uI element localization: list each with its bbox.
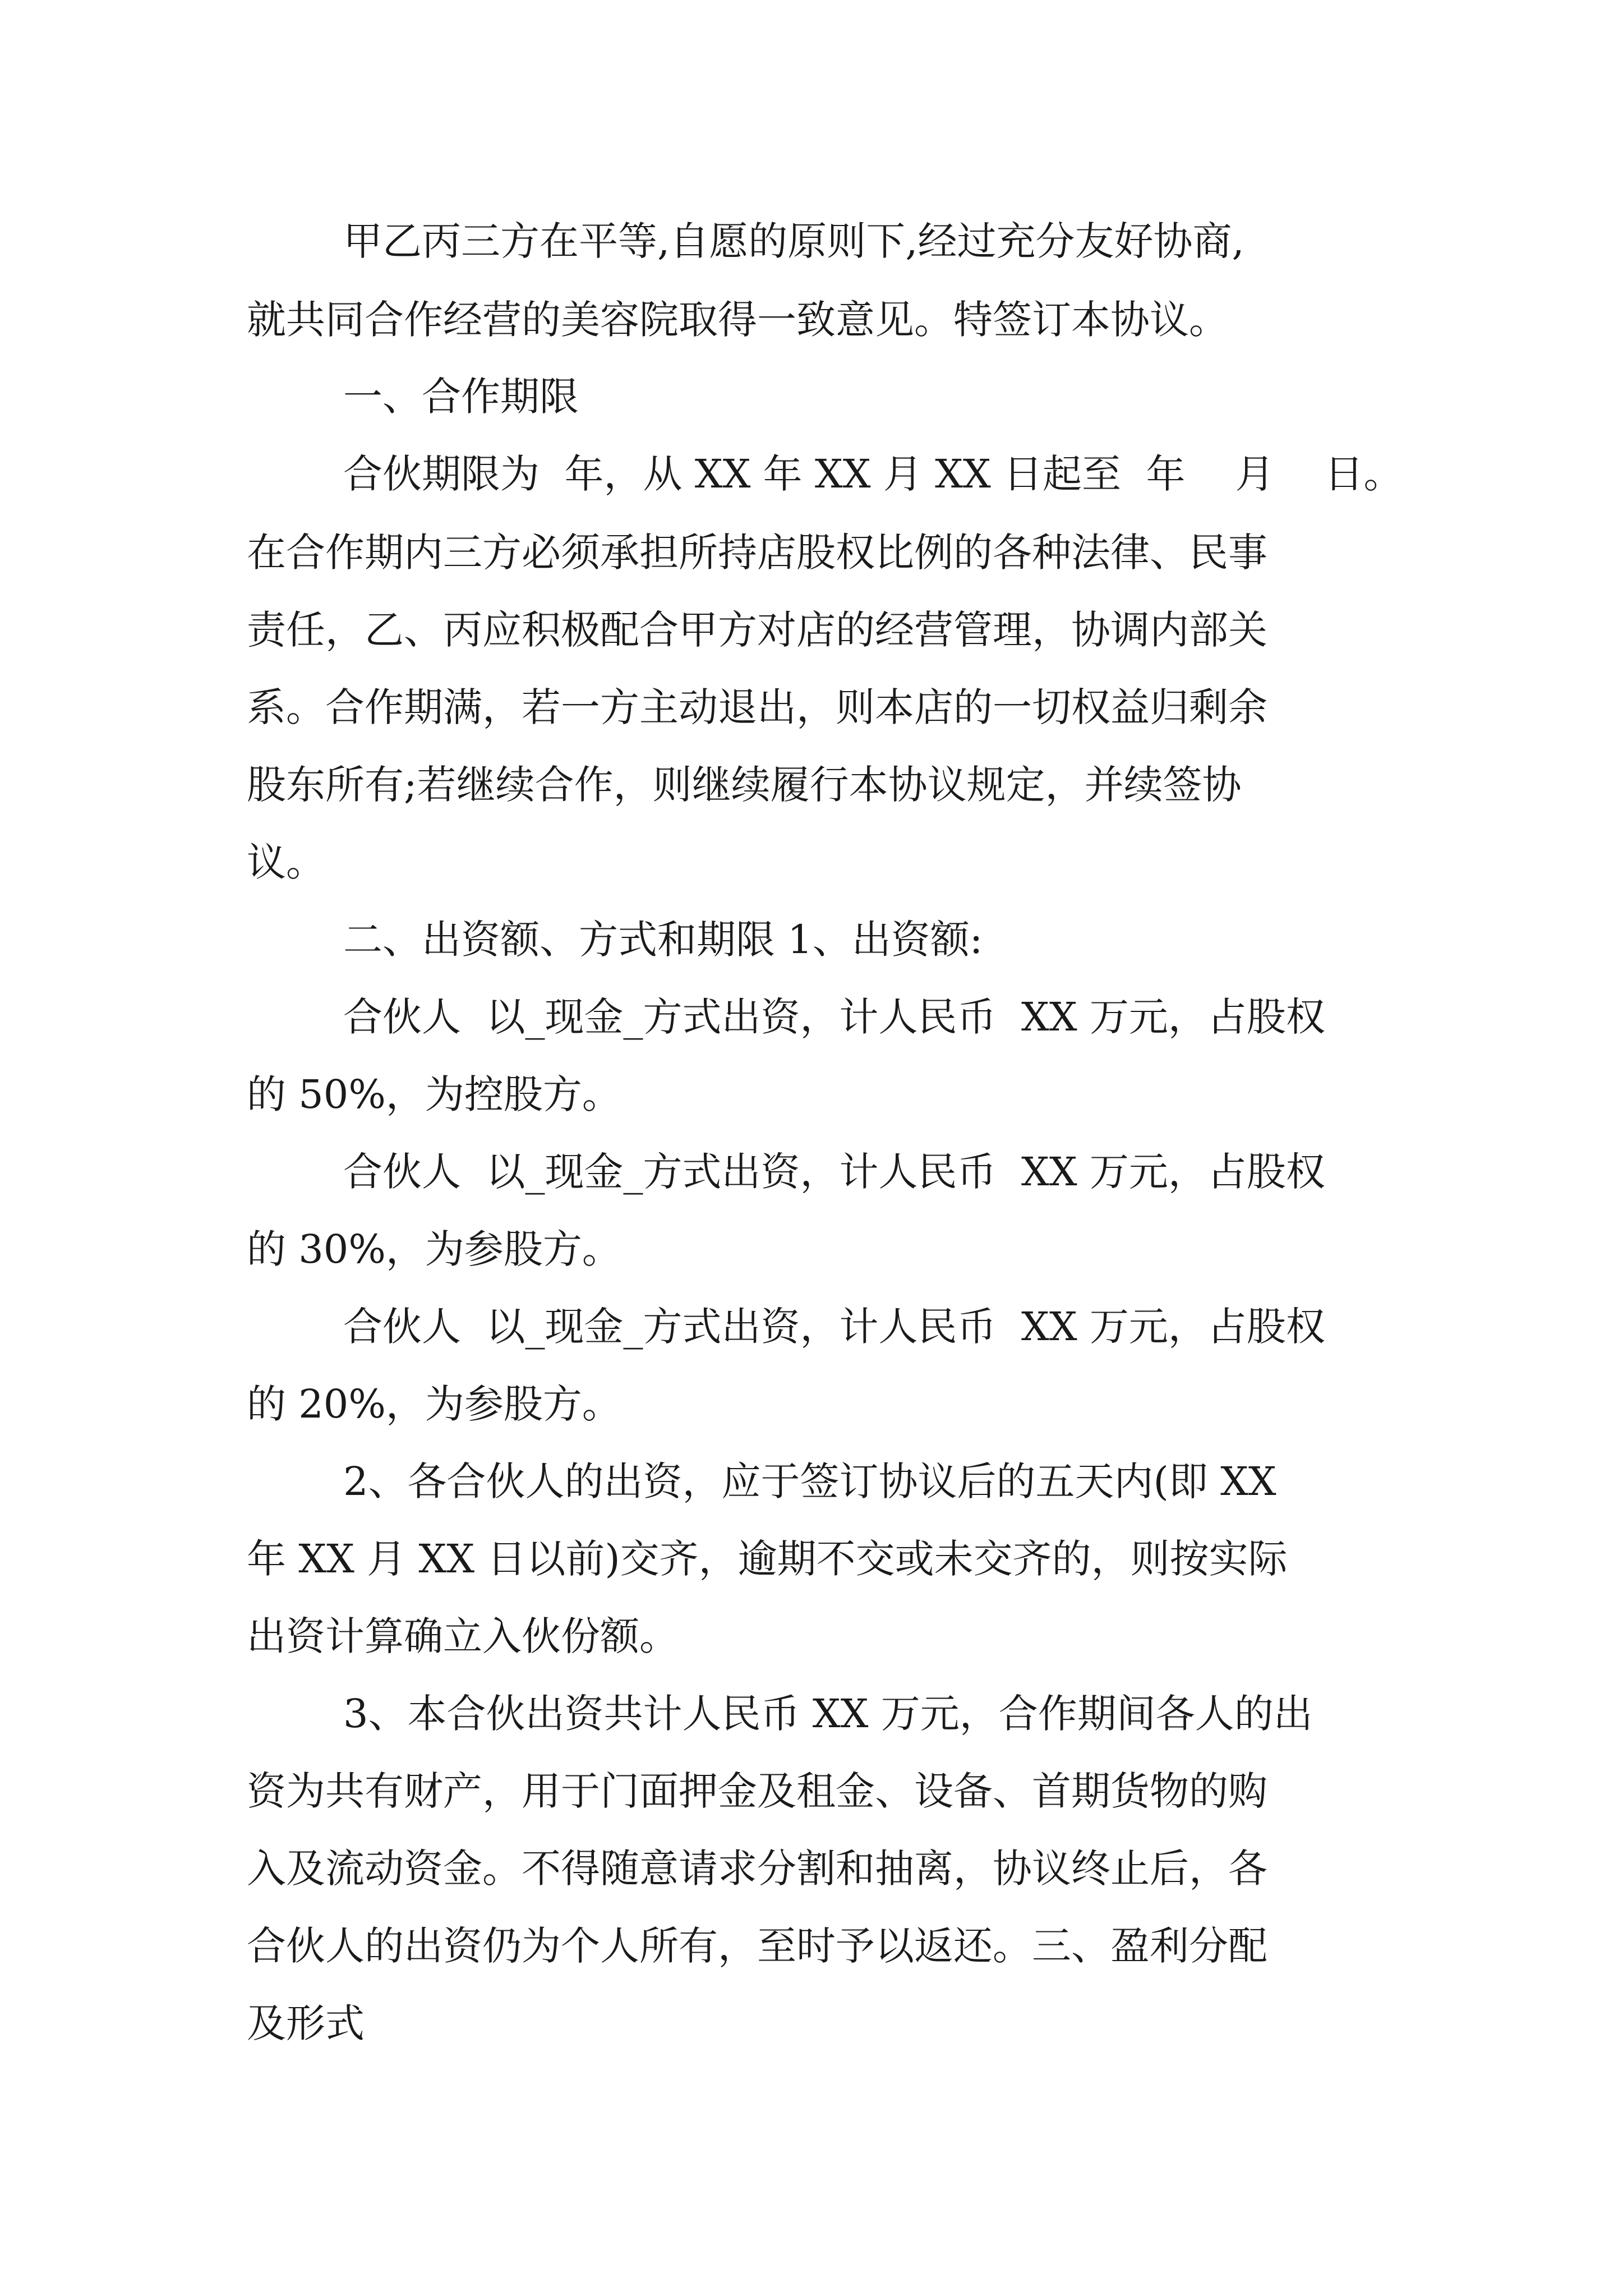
paragraph-line: 及形式 xyxy=(247,2000,365,2046)
paragraph-line: 责任，乙、丙应积极配合甲方对店的经营管理，协调内部关 xyxy=(247,607,1267,653)
paragraph-line: 合伙人 以_现金_方式出资，计人民币 XX 万元，占股权 xyxy=(343,1149,1325,1195)
paragraph-line: 股东所有;若继续合作，则继续履行本协议规定，并续签协 xyxy=(247,762,1242,808)
paragraph-line: 就共同合作经营的美容院取得一致意见。特签订本协议。 xyxy=(247,297,1228,343)
paragraph-line: 出资计算确立入伙份额。 xyxy=(247,1613,679,1659)
section-heading: 二、出资额、方式和期限 1、出资额: xyxy=(343,917,983,963)
paragraph-line: 议。 xyxy=(247,839,325,885)
paragraph-line: 的 50%，为控股方。 xyxy=(247,1071,621,1117)
paragraph-line: 的 30%，为参股方。 xyxy=(247,1226,621,1272)
paragraph-line: 合伙期限为 年，从 XX 年 XX 月 XX 日起至 年 月 日。 xyxy=(343,451,1403,497)
paragraph-line: 系。合作期满，若一方主动退出，则本店的一切权益归剩余 xyxy=(247,684,1267,730)
paragraph-line: 合伙人 以_现金_方式出资，计人民币 XX 万元，占股权 xyxy=(343,1304,1325,1350)
paragraph-line: 在合作期内三方必须承担所持店股权比例的各种法律、民事 xyxy=(247,530,1267,576)
paragraph-line: 资为共有财产，用于门面押金及租金、设备、首期货物的购 xyxy=(247,1768,1267,1814)
paragraph-line: 甲乙丙三方在平等,自愿的原则下,经过充分友好协商, xyxy=(343,218,1244,264)
section-heading: 一、合作期限 xyxy=(343,374,579,420)
paragraph-line: 的 20%，为参股方。 xyxy=(247,1381,621,1427)
paragraph-line: 合伙人 以_现金_方式出资，计人民币 XX 万元，占股权 xyxy=(343,994,1325,1040)
paragraph-line: 2、各合伙人的出资，应于签订协议后的五天内(即 XX xyxy=(343,1458,1276,1504)
paragraph-line: 3、本合伙出资共计人民币 XX 万元，合作期间各人的出 xyxy=(343,1691,1313,1737)
paragraph-line: 年 XX 月 XX 日以前)交齐，逾期不交或未交齐的，则按实际 xyxy=(247,1536,1288,1582)
paragraph-line: 入及流动资金。不得随意请求分割和抽离，协议终止后，各 xyxy=(247,1846,1267,1892)
paragraph-line: 合伙人的出资仍为个人所有，至时予以返还。三、盈利分配 xyxy=(247,1923,1267,1969)
